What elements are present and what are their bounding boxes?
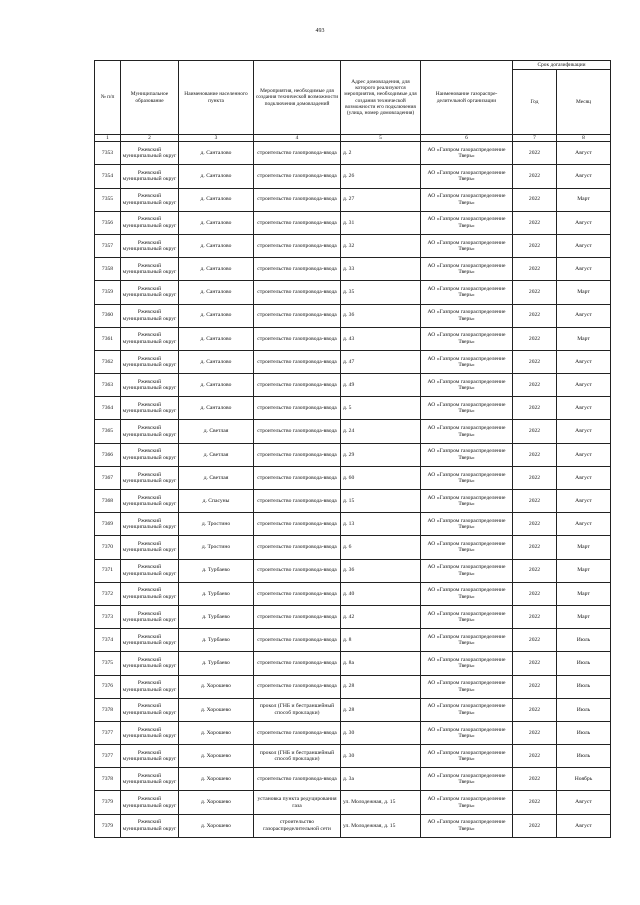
row-address: д. 40	[341, 582, 421, 605]
row-month: Март	[557, 582, 611, 605]
row-municipality: Ржевский муниципальный округ	[121, 536, 179, 559]
row-address: д. 8	[341, 629, 421, 652]
row-measure: строительство газопровода-ввода	[254, 582, 341, 605]
table-row	[95, 768, 611, 791]
row-gas-org: АО «Газпром газораспределение Тверь»	[421, 466, 513, 489]
row-number: 7358	[95, 258, 121, 281]
row-settlement: д. Турбаево	[179, 582, 254, 605]
row-settlement: д. Светлая	[179, 443, 254, 466]
row-address: д. 42	[341, 605, 421, 628]
row-settlement: д. Санталово	[179, 327, 254, 350]
row-settlement: д. Хорошево	[179, 745, 254, 768]
row-address: д. 6	[341, 536, 421, 559]
row-year: 2022	[513, 350, 557, 373]
row-gas-org: АО «Газпром газораспределение Тверь»	[421, 142, 513, 165]
row-gas-org: АО «Газпром газораспределение Тверь»	[421, 443, 513, 466]
row-gas-org: АО «Газпром газораспределение Тверь»	[421, 605, 513, 628]
row-settlement: д. Светлая	[179, 466, 254, 489]
row-measure: строительство газораспределительной сети	[254, 814, 341, 837]
row-number: 7376	[95, 675, 121, 698]
row-number: 7366	[95, 443, 121, 466]
table-row	[95, 605, 611, 628]
row-address: д. 26	[341, 165, 421, 188]
row-measure: строительство газопровода-ввода	[254, 559, 341, 582]
row-gas-org: АО «Газпром газораспределение Тверь»	[421, 397, 513, 420]
row-address: д. 15	[341, 490, 421, 513]
row-address: д. 36	[341, 559, 421, 582]
table-row	[95, 165, 611, 188]
row-year: 2022	[513, 165, 557, 188]
row-municipality: Ржевский муниципальный округ	[121, 466, 179, 489]
row-municipality: Ржевский муниципальный округ	[121, 629, 179, 652]
row-gas-org: АО «Газпром газораспределение Тверь»	[421, 258, 513, 281]
table-row	[95, 234, 611, 257]
row-measure: строительство газопровода-ввода	[254, 258, 341, 281]
row-measure: строительство газопровода-ввода	[254, 536, 341, 559]
row-measure: строительство газопровода-ввода	[254, 281, 341, 304]
table-row	[95, 374, 611, 397]
row-measure: строительство газопровода-ввода	[254, 605, 341, 628]
row-number: 7372	[95, 582, 121, 605]
table-body	[95, 142, 611, 838]
row-address: д. 28	[341, 698, 421, 721]
row-settlement: д. Хорошево	[179, 675, 254, 698]
row-municipality: Ржевский муниципальный округ	[121, 605, 179, 628]
row-measure: строительство газопровода-ввода	[254, 721, 341, 744]
row-municipality: Ржевский муниципальный округ	[121, 559, 179, 582]
table-row	[95, 582, 611, 605]
header-gas-org: Наименование газораспре-делительной организации	[421, 61, 513, 135]
row-number: 7377	[95, 721, 121, 744]
row-gas-org: АО «Газпром газораспределение Тверь»	[421, 536, 513, 559]
row-measure: строительство газопровода-ввода	[254, 374, 341, 397]
column-number: 7	[513, 135, 557, 142]
row-number: 7379	[95, 814, 121, 837]
row-settlement: д. Санталово	[179, 165, 254, 188]
row-number: 7371	[95, 559, 121, 582]
row-number: 7363	[95, 374, 121, 397]
row-address: д. 47	[341, 350, 421, 373]
row-address: ул. Молодежная, д. 15	[341, 791, 421, 814]
header-num: № п/п	[95, 61, 121, 135]
row-address: д. 60	[341, 466, 421, 489]
row-measure: строительство газопровода-ввода	[254, 165, 341, 188]
row-month: Август	[557, 791, 611, 814]
row-number: 7375	[95, 652, 121, 675]
row-measure: строительство газопровода-ввода	[254, 327, 341, 350]
row-number: 7369	[95, 513, 121, 536]
row-municipality: Ржевский муниципальный округ	[121, 304, 179, 327]
table-row	[95, 188, 611, 211]
row-measure: строительство газопровода-ввода	[254, 350, 341, 373]
row-year: 2022	[513, 327, 557, 350]
row-address: д. 27	[341, 188, 421, 211]
table-row	[95, 698, 611, 721]
row-number: 7353	[95, 142, 121, 165]
row-year: 2022	[513, 490, 557, 513]
row-month: Август	[557, 350, 611, 373]
row-month: Ноябрь	[557, 768, 611, 791]
row-gas-org: АО «Газпром газораспределение Тверь»	[421, 582, 513, 605]
row-year: 2022	[513, 791, 557, 814]
row-measure: строительство газопровода-ввода	[254, 443, 341, 466]
row-settlement: д. Светлая	[179, 420, 254, 443]
row-gas-org: АО «Газпром газораспределение Тверь»	[421, 374, 513, 397]
row-month: Август	[557, 258, 611, 281]
row-number: 7374	[95, 629, 121, 652]
table-row	[95, 443, 611, 466]
row-month: Март	[557, 536, 611, 559]
column-number: 3	[179, 135, 254, 142]
row-address: д. 32	[341, 234, 421, 257]
row-settlement: д. Санталово	[179, 304, 254, 327]
row-municipality: Ржевский муниципальный округ	[121, 791, 179, 814]
row-number: 7356	[95, 211, 121, 234]
header-month: Месяц	[557, 70, 611, 135]
row-month: Август	[557, 490, 611, 513]
row-number: 7377	[95, 745, 121, 768]
row-measure: строительство газопровода-ввода	[254, 420, 341, 443]
row-month: Август	[557, 443, 611, 466]
row-month: Август	[557, 304, 611, 327]
row-municipality: Ржевский муниципальный округ	[121, 258, 179, 281]
row-address: д. 49	[341, 374, 421, 397]
table-row	[95, 814, 611, 837]
row-gas-org: АО «Газпром газораспределение Тверь»	[421, 559, 513, 582]
row-measure: строительство газопровода-ввода	[254, 490, 341, 513]
table-row	[95, 490, 611, 513]
row-measure: прокол (ГНБ и бестраншейный способ прокладки)	[254, 745, 341, 768]
row-address: д. 8а	[341, 652, 421, 675]
table-row	[95, 675, 611, 698]
column-number: 1	[95, 135, 121, 142]
row-settlement: д. Тростино	[179, 513, 254, 536]
row-number: 7364	[95, 397, 121, 420]
header-measures: Мероприятия, необходимые для создания технической возможности подключения домовладений	[254, 61, 341, 135]
row-municipality: Ржевский муниципальный округ	[121, 234, 179, 257]
page-number: 493	[315, 28, 325, 34]
row-measure: установка пункта редуцирования газа	[254, 791, 341, 814]
row-month: Июль	[557, 675, 611, 698]
row-number: 7367	[95, 466, 121, 489]
row-year: 2022	[513, 258, 557, 281]
row-gas-org: АО «Газпром газораспределение Тверь»	[421, 675, 513, 698]
row-municipality: Ржевский муниципальный округ	[121, 721, 179, 744]
table-row	[95, 420, 611, 443]
row-month: Август	[557, 211, 611, 234]
row-gas-org: АО «Газпром газораспределение Тверь»	[421, 629, 513, 652]
row-settlement: д. Хорошево	[179, 698, 254, 721]
row-number: 7378	[95, 768, 121, 791]
row-number: 7373	[95, 605, 121, 628]
row-settlement: д. Хорошево	[179, 814, 254, 837]
row-year: 2022	[513, 513, 557, 536]
row-settlement: д. Тростино	[179, 536, 254, 559]
row-number: 7355	[95, 188, 121, 211]
row-address: д. 5	[341, 397, 421, 420]
row-settlement: д. Турбаево	[179, 629, 254, 652]
table-row	[95, 466, 611, 489]
row-year: 2022	[513, 721, 557, 744]
row-measure: строительство газопровода-ввода	[254, 211, 341, 234]
row-municipality: Ржевский муниципальный округ	[121, 582, 179, 605]
table-row	[95, 211, 611, 234]
row-year: 2022	[513, 211, 557, 234]
row-municipality: Ржевский муниципальный округ	[121, 188, 179, 211]
table-row	[95, 721, 611, 744]
table-row	[95, 559, 611, 582]
row-address: д. 28	[341, 675, 421, 698]
table-row	[95, 327, 611, 350]
row-year: 2022	[513, 536, 557, 559]
row-number: 7370	[95, 536, 121, 559]
row-month: Август	[557, 374, 611, 397]
row-address: д. 30	[341, 745, 421, 768]
row-municipality: Ржевский муниципальный округ	[121, 211, 179, 234]
row-settlement: д. Турбаево	[179, 605, 254, 628]
row-settlement: д. Санталово	[179, 188, 254, 211]
row-settlement: д. Хорошево	[179, 791, 254, 814]
row-municipality: Ржевский муниципальный округ	[121, 420, 179, 443]
row-month: Август	[557, 397, 611, 420]
table-row	[95, 397, 611, 420]
row-month: Июль	[557, 745, 611, 768]
row-month: Август	[557, 466, 611, 489]
row-month: Март	[557, 605, 611, 628]
row-gas-org: АО «Газпром газораспределение Тверь»	[421, 327, 513, 350]
row-address: ул. Молодежная, д. 15	[341, 814, 421, 837]
row-settlement: д. Санталово	[179, 142, 254, 165]
row-measure: строительство газопровода-ввода	[254, 768, 341, 791]
table-row	[95, 536, 611, 559]
table-row	[95, 513, 611, 536]
row-gas-org: АО «Газпром газораспределение Тверь»	[421, 350, 513, 373]
row-measure: строительство газопровода-ввода	[254, 629, 341, 652]
column-number: 6	[421, 135, 513, 142]
row-month: Август	[557, 165, 611, 188]
row-settlement: д. Спасуны	[179, 490, 254, 513]
row-address: д. 2	[341, 142, 421, 165]
row-address: д. 24	[341, 420, 421, 443]
row-gas-org: АО «Газпром газораспределение Тверь»	[421, 652, 513, 675]
row-address: д. 3а	[341, 768, 421, 791]
row-number: 7362	[95, 350, 121, 373]
row-settlement: д. Хорошево	[179, 768, 254, 791]
table-row	[95, 652, 611, 675]
row-municipality: Ржевский муниципальный округ	[121, 698, 179, 721]
row-year: 2022	[513, 814, 557, 837]
row-number: 7359	[95, 281, 121, 304]
row-gas-org: АО «Газпром газораспределение Тверь»	[421, 791, 513, 814]
row-year: 2022	[513, 466, 557, 489]
table-row	[95, 791, 611, 814]
table-row	[95, 745, 611, 768]
row-municipality: Ржевский муниципальный округ	[121, 281, 179, 304]
row-gas-org: АО «Газпром газораспределение Тверь»	[421, 420, 513, 443]
row-gas-org: АО «Газпром газораспределение Тверь»	[421, 513, 513, 536]
row-municipality: Ржевский муниципальный округ	[121, 814, 179, 837]
row-number: 7361	[95, 327, 121, 350]
row-settlement: д. Санталово	[179, 281, 254, 304]
row-municipality: Ржевский муниципальный округ	[121, 513, 179, 536]
row-measure: строительство газопровода-ввода	[254, 397, 341, 420]
row-municipality: Ржевский муниципальный округ	[121, 490, 179, 513]
row-settlement: д. Санталово	[179, 211, 254, 234]
column-number: 4	[254, 135, 341, 142]
row-year: 2022	[513, 698, 557, 721]
row-municipality: Ржевский муниципальный округ	[121, 350, 179, 373]
row-municipality: Ржевский муниципальный округ	[121, 768, 179, 791]
row-address: д. 13	[341, 513, 421, 536]
row-year: 2022	[513, 629, 557, 652]
row-address: д. 35	[341, 281, 421, 304]
row-measure: строительство газопровода-ввода	[254, 513, 341, 536]
header-deadline: Срок догазификации	[513, 61, 611, 70]
row-settlement: д. Турбаево	[179, 652, 254, 675]
table-row	[95, 281, 611, 304]
table-row	[95, 258, 611, 281]
row-year: 2022	[513, 374, 557, 397]
row-month: Август	[557, 513, 611, 536]
row-year: 2022	[513, 768, 557, 791]
row-month: Июль	[557, 652, 611, 675]
row-month: Март	[557, 327, 611, 350]
row-year: 2022	[513, 420, 557, 443]
row-gas-org: АО «Газпром газораспределение Тверь»	[421, 211, 513, 234]
row-month: Июль	[557, 698, 611, 721]
table-row	[95, 350, 611, 373]
row-year: 2022	[513, 559, 557, 582]
row-number: 7357	[95, 234, 121, 257]
row-year: 2022	[513, 397, 557, 420]
row-municipality: Ржевский муниципальный округ	[121, 443, 179, 466]
header-settlement: Наименование населенного пункта	[179, 61, 254, 135]
row-year: 2022	[513, 304, 557, 327]
column-number: 8	[557, 135, 611, 142]
row-gas-org: АО «Газпром газораспределение Тверь»	[421, 745, 513, 768]
row-gas-org: АО «Газпром газораспределение Тверь»	[421, 304, 513, 327]
row-municipality: Ржевский муниципальный округ	[121, 165, 179, 188]
table-row	[95, 629, 611, 652]
row-municipality: Ржевский муниципальный округ	[121, 675, 179, 698]
row-measure: строительство газопровода-ввода	[254, 142, 341, 165]
column-number-row	[95, 135, 611, 142]
table-row	[95, 142, 611, 165]
row-settlement: д. Турбаево	[179, 559, 254, 582]
table-row	[95, 304, 611, 327]
row-year: 2022	[513, 188, 557, 211]
row-year: 2022	[513, 745, 557, 768]
row-number: 7368	[95, 490, 121, 513]
row-gas-org: АО «Газпром газораспределение Тверь»	[421, 165, 513, 188]
column-number: 5	[341, 135, 421, 142]
row-month: Март	[557, 281, 611, 304]
row-month: Июль	[557, 721, 611, 744]
row-measure: строительство газопровода-ввода	[254, 304, 341, 327]
row-settlement: д. Санталово	[179, 374, 254, 397]
row-measure: строительство газопровода-ввода	[254, 652, 341, 675]
row-gas-org: АО «Газпром газораспределение Тверь»	[421, 768, 513, 791]
row-settlement: д. Санталово	[179, 397, 254, 420]
row-year: 2022	[513, 675, 557, 698]
row-month: Март	[557, 559, 611, 582]
row-address: д. 30	[341, 721, 421, 744]
row-month: Август	[557, 142, 611, 165]
row-number: 7365	[95, 420, 121, 443]
row-municipality: Ржевский муниципальный округ	[121, 142, 179, 165]
row-number: 7354	[95, 165, 121, 188]
row-municipality: Ржевский муниципальный округ	[121, 652, 179, 675]
row-gas-org: АО «Газпром газораспределение Тверь»	[421, 281, 513, 304]
row-address: д. 33	[341, 258, 421, 281]
row-address: д. 31	[341, 211, 421, 234]
row-municipality: Ржевский муниципальный округ	[121, 327, 179, 350]
row-month: Март	[557, 188, 611, 211]
row-year: 2022	[513, 281, 557, 304]
gasification-table	[94, 60, 611, 838]
row-year: 2022	[513, 443, 557, 466]
row-gas-org: АО «Газпром газораспределение Тверь»	[421, 234, 513, 257]
row-month: Июль	[557, 629, 611, 652]
row-gas-org: АО «Газпром газораспределение Тверь»	[421, 721, 513, 744]
row-settlement: д. Хорошево	[179, 721, 254, 744]
row-gas-org: АО «Газпром газораспределение Тверь»	[421, 188, 513, 211]
row-month: Август	[557, 814, 611, 837]
column-number: 2	[121, 135, 179, 142]
row-settlement: д. Санталово	[179, 258, 254, 281]
header-address: Адрес домовладения, для которого реализуются мероприятия, необходимые для создания технической возможности его подключения (улица, номер домовладения)	[341, 61, 421, 135]
row-measure: строительство газопровода-ввода	[254, 675, 341, 698]
row-month: Август	[557, 234, 611, 257]
row-gas-org: АО «Газпром газораспределение Тверь»	[421, 490, 513, 513]
header-year: Год	[513, 70, 557, 135]
row-number: 7360	[95, 304, 121, 327]
row-address: д. 43	[341, 327, 421, 350]
row-address: д. 36	[341, 304, 421, 327]
row-municipality: Ржевский муниципальный округ	[121, 745, 179, 768]
row-settlement: д. Санталово	[179, 350, 254, 373]
row-measure: строительство газопровода-ввода	[254, 466, 341, 489]
header-municipality: Муниципальное образование	[121, 61, 179, 135]
row-municipality: Ржевский муниципальный округ	[121, 397, 179, 420]
row-municipality: Ржевский муниципальный округ	[121, 374, 179, 397]
row-measure: прокол (ГНБ и бестраншейный способ прокладки)	[254, 698, 341, 721]
row-measure: строительство газопровода-ввода	[254, 188, 341, 211]
row-year: 2022	[513, 605, 557, 628]
row-address: д. 29	[341, 443, 421, 466]
row-number: 7379	[95, 791, 121, 814]
row-measure: строительство газопровода-ввода	[254, 234, 341, 257]
row-year: 2022	[513, 652, 557, 675]
row-month: Август	[557, 420, 611, 443]
row-gas-org: АО «Газпром газораспределение Тверь»	[421, 814, 513, 837]
row-year: 2022	[513, 582, 557, 605]
row-year: 2022	[513, 234, 557, 257]
row-year: 2022	[513, 142, 557, 165]
row-settlement: д. Санталово	[179, 234, 254, 257]
row-gas-org: АО «Газпром газораспределение Тверь»	[421, 698, 513, 721]
row-number: 7378	[95, 698, 121, 721]
